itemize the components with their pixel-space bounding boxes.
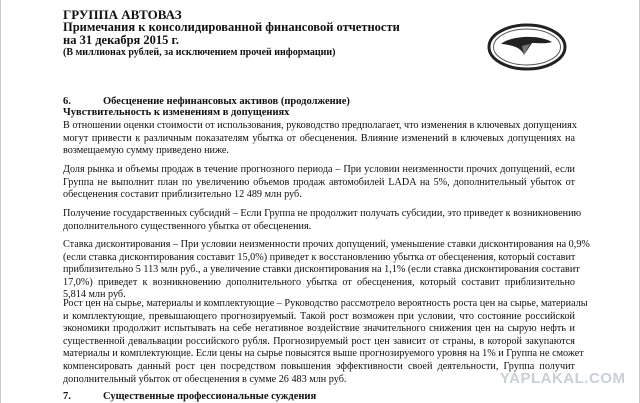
section-7-heading (63, 391, 316, 402)
company-name: ГРУППА АВТОВАЗ (63, 7, 182, 22)
text-line: Получение государственных субсидий – Если Группа не продолжит получать субсидии, это приведет к возникновению (63, 208, 582, 219)
text-line: Ставка дисконтирования – При условии неизменности прочих допущений, уменьшение ставки дисконтирования на 0,9% (63, 239, 590, 250)
text-line: обесценения составит приблизительно 12 489 млн руб. (63, 189, 302, 201)
text-line: Доля рынка и объемы продаж в течение прогнозного периода – При условии неизменности прочих допущений, если (63, 164, 575, 175)
section-6-subtitle: Чувствительность к изменениям в допущениях (63, 107, 290, 118)
text-line: могут привести к различным показателям убытка от обесценения. Влияние изменений в ключевых допущениях на (63, 132, 575, 144)
section-7-title: Существенные профессиональные суждения (103, 391, 317, 402)
section-6-heading (63, 96, 350, 107)
text-line: компенсировать данный рост цен посредством повышения эффективности своей деятельности, Группа получит (63, 360, 575, 372)
text-line: приблизительно 5 113 млн руб., а увеличение ставки дисконтирования на 1,1% (если ставка дисконтирования составит (63, 264, 580, 276)
text-line: 5,814 млн руб. (63, 289, 126, 301)
paragraph-subsidies (63, 208, 582, 233)
text-line: (если ставка дисконтирования составит 15,0%) приведет к восстановлению убытка от обесценения, который составит (63, 251, 576, 263)
text-line: Группа не выполнит план по увеличению объемов продаж автомобилей LADA на 5%, дополнительный убыток от (63, 176, 575, 188)
title-line-2: на 31 декабря 2015 г. (63, 33, 179, 47)
text-line: материалы и комплектующие. Если цены на сырье повысятся выше прогнозируемого уровня на 1% и Группа не сможет (63, 348, 584, 360)
page-edge-left (0, 0, 1, 403)
lada-boat-logo-icon (486, 22, 568, 72)
text-line: возмещаемую сумму приведено ниже. (63, 145, 229, 157)
section-6-number: 6. (63, 96, 71, 107)
text-line: Рост цен на сырье, материалы и комплектующие – Руководство рассмотрело вероятность роста цен на сырье, материалы (63, 298, 588, 309)
text-line: В отношении оценки стоимости от использования, руководство предполагает, что изменения в ключевых допущениях (63, 120, 577, 131)
watermark: YAPLAKAL.COM (500, 370, 626, 387)
text-line: экономики продолжит испытывать на себе негативное воздействие значительного снижения цен на сырую нефть и (63, 323, 575, 335)
text-line: 17,0%) приведет к возникновению дополнительного убытка от обесценения, который составит приблизительно (63, 276, 575, 288)
paragraph-discount-rate (63, 239, 590, 302)
text-line: и комплектующие, превышающего прогнозируемый. Такой рост возможен при условии, что состояние российской (63, 310, 575, 322)
title-line-1: Примечания к консолидированной финансовой отчетности (63, 20, 400, 34)
text-line: дополнительного существенного убытка от обесценения. (63, 220, 312, 232)
section-7-number: 7. (63, 391, 71, 402)
text-line: дополнительный убыток от обесценения в сумме 26 483 млн руб. (63, 373, 347, 385)
paragraph-market-share (63, 164, 575, 202)
text-line: существенной девальвации российского рубля. Прогнозируемый рост цен зависит от страны, в которой закупаются (63, 335, 575, 347)
document-header (63, 8, 400, 59)
section-6-title: Обесценение нефинансовых активов (продолжение) (103, 96, 350, 107)
paragraph-prices (63, 298, 588, 386)
paragraph-sensitivity-intro (63, 120, 575, 158)
units-note: (В миллионах рублей, за исключением прочей информации) (63, 47, 336, 58)
